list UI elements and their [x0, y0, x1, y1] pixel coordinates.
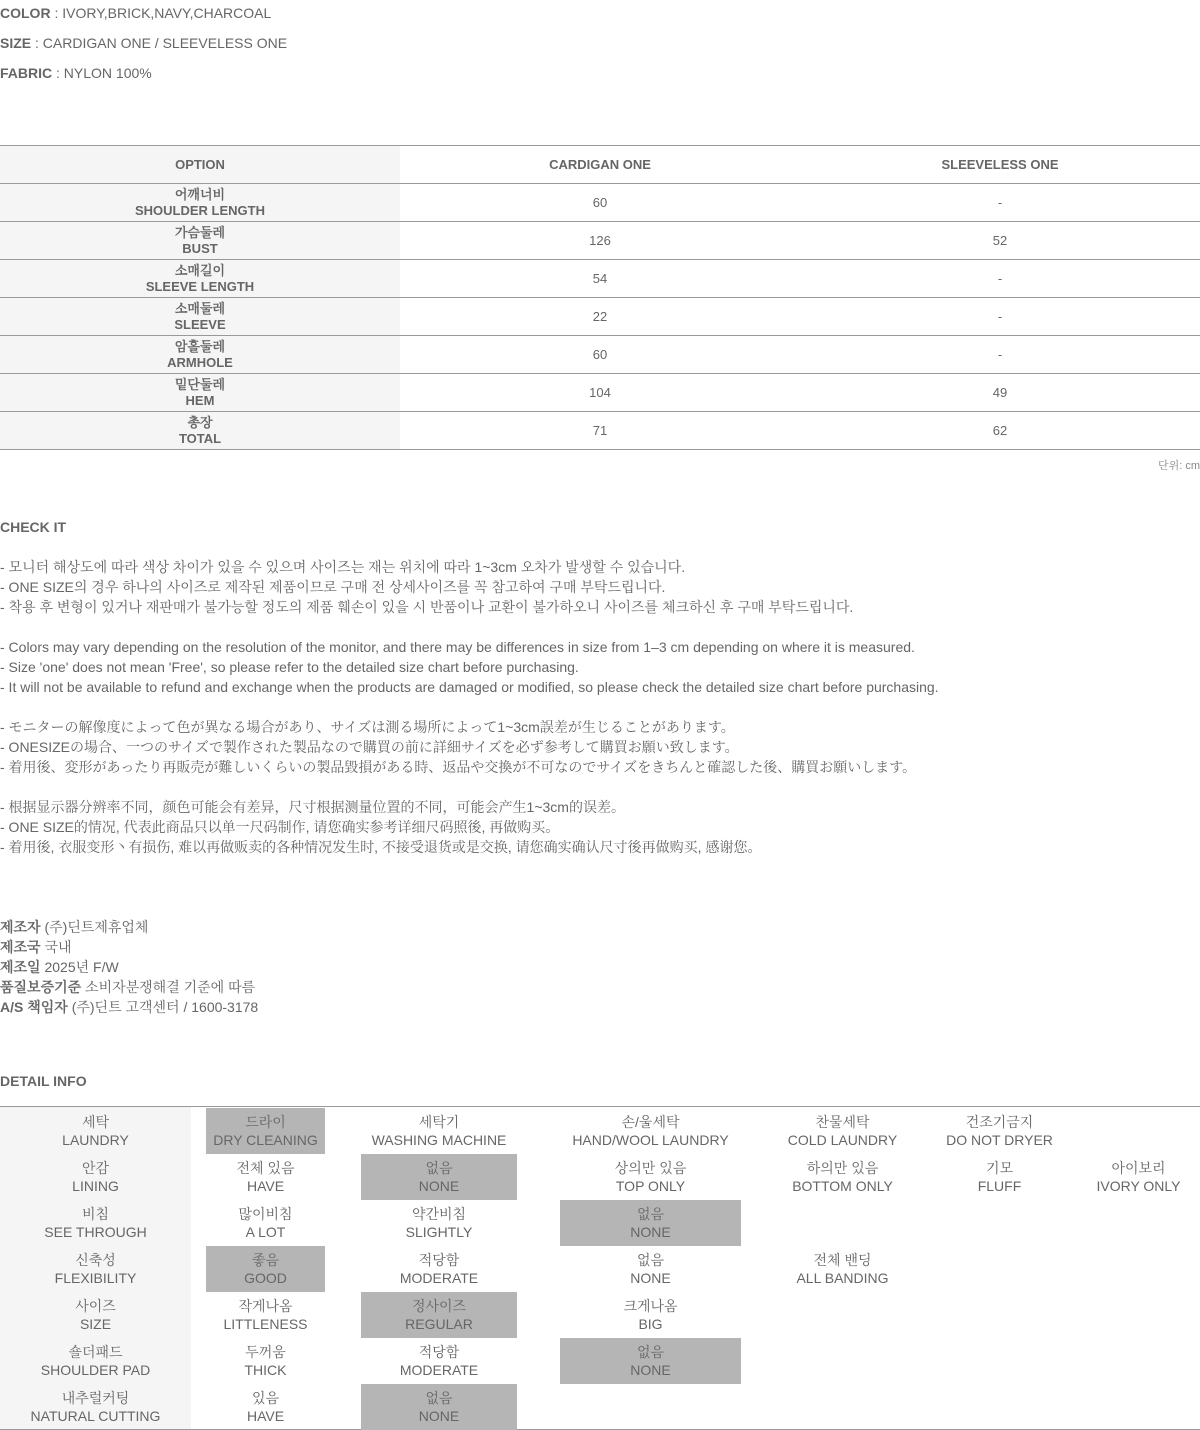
- label-ko: 세탁: [81, 1114, 110, 1130]
- option-ko: 크게나옴: [623, 1298, 678, 1314]
- measure-en: HEM: [185, 392, 215, 408]
- option-en: THICK: [244, 1362, 287, 1378]
- label-en: LINING: [72, 1178, 119, 1194]
- option-ko: 없음: [636, 1206, 665, 1222]
- spec-key: SIZE: [0, 35, 32, 51]
- notes-ja: [0, 717, 916, 777]
- detail-row-label: [0, 1246, 191, 1292]
- measure-ko: 소매길이: [174, 262, 226, 278]
- measure-en: SLEEVE: [174, 316, 226, 332]
- option-en: FLUFF: [977, 1178, 1022, 1194]
- detail-option: [1077, 1154, 1200, 1200]
- option-en: MODERATE: [399, 1362, 479, 1378]
- sleeveless-value: -: [800, 298, 1200, 336]
- option-en: COLD LAUNDRY: [787, 1132, 898, 1148]
- measure-label: [0, 222, 400, 260]
- option-ko: 세탁기: [418, 1114, 460, 1130]
- detail-row-label: [0, 1154, 191, 1200]
- detail-row-label: [0, 1108, 191, 1154]
- sleeveless-value: -: [800, 336, 1200, 374]
- option-ko: 작게나옴: [238, 1298, 293, 1314]
- measure-ko: 총장: [187, 414, 213, 430]
- detail-row-label: [0, 1338, 191, 1384]
- cardigan-value: 126: [400, 222, 800, 260]
- sleeveless-value: 62: [800, 412, 1200, 450]
- option-en: NONE: [630, 1270, 671, 1286]
- spec-value: : NYLON 100%: [52, 65, 152, 81]
- option-ko: 없음: [636, 1344, 665, 1360]
- option-en: TOP ONLY: [615, 1178, 686, 1194]
- option-en: MODERATE: [399, 1270, 479, 1286]
- unit-label: 단위: cm: [1157, 460, 1200, 472]
- detail-option: [746, 1108, 939, 1154]
- detail-option: [206, 1338, 325, 1384]
- option-ko: 전체 밴딩: [813, 1252, 872, 1268]
- sleeveless-value: -: [800, 260, 1200, 298]
- option-ko: 찬물세탁: [815, 1114, 870, 1130]
- option-ko: 약간비침: [411, 1206, 467, 1222]
- label-ko: 내추럴커팅: [61, 1390, 130, 1406]
- notes-zh: [0, 797, 761, 857]
- size-row: [0, 412, 1200, 450]
- measure-en: ARMHOLE: [167, 354, 233, 370]
- measure-label: [0, 336, 400, 374]
- detail-option: [206, 1200, 325, 1246]
- label-en: SEE THROUGH: [44, 1224, 147, 1240]
- detail-row-label: [0, 1200, 191, 1246]
- cardigan-value: 71: [400, 412, 800, 450]
- maker-key: 제조일: [0, 959, 41, 975]
- maker-key: 제조국: [0, 939, 41, 955]
- option-ko: 적당함: [418, 1252, 460, 1268]
- detail-option-selected: [361, 1384, 517, 1430]
- detail-option: [560, 1246, 741, 1292]
- label-en: FLEXIBILITY: [54, 1270, 137, 1286]
- spec-key: COLOR: [0, 5, 51, 21]
- measure-label: [0, 260, 400, 298]
- option-en: LITTLENESS: [223, 1316, 308, 1332]
- measure-ko: 어깨너비: [174, 186, 226, 202]
- size-row: [0, 222, 1200, 260]
- maker-value: (주)딘트 고객센터 / 1600-3178: [67, 999, 259, 1015]
- option-en: NONE: [418, 1178, 460, 1194]
- maker-line: [0, 977, 258, 997]
- maker-key: A/S 책임자: [0, 999, 68, 1015]
- label-en: SHOULDER PAD: [40, 1362, 151, 1378]
- option-en: WASHING MACHINE: [371, 1132, 507, 1148]
- option-ko: 두꺼움: [245, 1344, 286, 1360]
- sleeveless-value: 49: [800, 374, 1200, 412]
- label-ko: 안감: [81, 1160, 110, 1176]
- detail-info-title: DETAIL INFO: [0, 1073, 87, 1089]
- maker-value: 국내: [40, 939, 72, 955]
- detail-option-selected: [560, 1200, 741, 1246]
- label-ko: 비침: [81, 1206, 110, 1222]
- option-ko: 아이보리: [1111, 1160, 1166, 1176]
- label-en: LAUNDRY: [62, 1132, 129, 1148]
- header-cardigan: CARDIGAN ONE: [400, 146, 800, 184]
- detail-option-selected: [361, 1292, 517, 1338]
- label-ko: 숄더패드: [68, 1344, 123, 1360]
- measure-en: SLEEVE LENGTH: [145, 278, 255, 294]
- note-line: - Size 'one' does not mean 'Free', so please refer to the detailed size chart before purchasing.: [0, 659, 579, 675]
- size-table: [0, 145, 1200, 450]
- maker-line: [0, 957, 258, 977]
- sleeveless-value: 52: [800, 222, 1200, 260]
- note-line: - 着用後、変形があったり再販売が難しいくらいの製品毀損がある時、返品や交換が不可なのでサイズをきちんと確認した後、購買お願いします。: [0, 759, 917, 775]
- note-line: - It will not be available to refund and exchange when the products are damaged or modified, so please check the detailed size chart before purchasing.: [0, 679, 939, 695]
- option-ko: 없음: [425, 1160, 453, 1176]
- spec-size: [0, 33, 287, 53]
- option-en: DO NOT DRYER: [946, 1132, 1053, 1148]
- maker-key: 품질보증기준: [0, 979, 82, 995]
- size-table-header: [0, 146, 1200, 184]
- notes-en: [0, 637, 939, 697]
- size-row: [0, 260, 1200, 298]
- notes-ko: [0, 557, 853, 617]
- measure-ko: 소매둘레: [174, 300, 226, 316]
- detail-option: [746, 1154, 939, 1200]
- detail-option: [560, 1154, 741, 1200]
- measure-en: TOTAL: [178, 430, 222, 446]
- measure-en: SHOULDER LENGTH: [135, 202, 265, 218]
- measure-ko: 밑단둘레: [174, 376, 226, 392]
- header-sleeveless: SLEEVELESS ONE: [800, 146, 1200, 184]
- option-en: BIG: [638, 1316, 663, 1332]
- option-ko: 많이비침: [238, 1206, 293, 1222]
- detail-option: [361, 1108, 517, 1154]
- option-en: REGULAR: [405, 1316, 473, 1332]
- detail-info-grid: [0, 1106, 1200, 1430]
- option-en: HAVE: [246, 1408, 285, 1424]
- measure-ko: 가슴둘레: [174, 224, 226, 240]
- option-ko: 적당함: [418, 1344, 460, 1360]
- option-ko: 상의만 있음: [614, 1160, 687, 1176]
- measure-label: [0, 374, 400, 412]
- cardigan-value: 104: [400, 374, 800, 412]
- maker-value: 소비자분쟁해결 기준에 따름: [81, 979, 256, 995]
- label-en: SIZE: [79, 1316, 112, 1332]
- spec-key: FABRIC: [0, 65, 53, 81]
- option-en: NONE: [630, 1362, 671, 1378]
- option-en: HAND/WOOL LAUNDRY: [572, 1132, 729, 1148]
- size-row: [0, 184, 1200, 222]
- maker-info: [0, 917, 258, 1017]
- spec-color: [0, 3, 271, 23]
- size-row: [0, 374, 1200, 412]
- label-ko: 사이즈: [75, 1298, 116, 1314]
- option-ko: 없음: [425, 1390, 453, 1406]
- detail-option: [560, 1292, 741, 1338]
- cardigan-value: 22: [400, 298, 800, 336]
- note-line: - 모니터 해상도에 따라 색상 차이가 있을 수 있으며 사이즈는 재는 위치에 따라 1~3cm 오차가 발생할 수 있습니다.: [0, 559, 686, 575]
- option-en: DRY CLEANING: [213, 1132, 318, 1148]
- detail-option: [206, 1292, 325, 1338]
- option-en: IVORY ONLY: [1096, 1178, 1181, 1194]
- maker-line: [0, 937, 258, 957]
- label-en: NATURAL CUTTING: [30, 1408, 161, 1424]
- detail-option-selected: [206, 1246, 325, 1292]
- detail-option-selected: [560, 1338, 741, 1384]
- cardigan-value: 60: [400, 184, 800, 222]
- detail-option: [206, 1384, 325, 1430]
- option-en: HAVE: [246, 1178, 285, 1194]
- note-line: - 착용 후 변형이 있거나 재판매가 불가능할 정도의 제품 훼손이 있을 시 반품이나 교환이 불가하오니 사이즈를 체크하신 후 구매 부탁드립니다.: [0, 599, 854, 615]
- option-ko: 건조기금지: [965, 1114, 1034, 1130]
- option-en: BOTTOM ONLY: [792, 1178, 893, 1194]
- header-option: OPTION: [0, 146, 400, 184]
- measure-en: BUST: [182, 240, 218, 256]
- detail-option-selected: [206, 1108, 325, 1154]
- maker-value: 2025년 F/W: [40, 959, 119, 975]
- option-ko: 손/울세탁: [621, 1114, 680, 1130]
- cardigan-value: 60: [400, 336, 800, 374]
- option-en: NONE: [418, 1408, 460, 1424]
- detail-option: [206, 1154, 325, 1200]
- size-row: [0, 298, 1200, 336]
- note-line: - 根据显示器分辨率不同，颜色可能会有差异，尺寸根据测量位置的不同，可能会产生1~3cm的误差。: [0, 799, 625, 815]
- detail-option: [922, 1154, 1077, 1200]
- option-ko: 기모: [985, 1160, 1014, 1176]
- note-line: - ONESIZEの場合、一つのサイズで製作された製品なので購買の前に詳細サイズを必ず参考して購買お願い致します。: [0, 739, 739, 755]
- measure-ko: 암홀둘레: [174, 338, 226, 354]
- detail-option-selected: [361, 1154, 517, 1200]
- size-row: [0, 336, 1200, 374]
- detail-row-label: [0, 1384, 191, 1430]
- option-en: A LOT: [245, 1224, 286, 1240]
- option-ko: 좋음: [251, 1252, 280, 1268]
- label-ko: 신축성: [75, 1252, 116, 1268]
- detail-option: [922, 1108, 1077, 1154]
- option-ko: 드라이: [245, 1114, 286, 1130]
- option-ko: 있음: [251, 1390, 280, 1406]
- spec-value: : CARDIGAN ONE / SLEEVELESS ONE: [31, 35, 288, 51]
- option-ko: 전체 있음: [236, 1160, 295, 1176]
- maker-value: (주)딘트제휴업체: [40, 919, 149, 935]
- measure-label: [0, 298, 400, 336]
- option-ko: 정사이즈: [411, 1298, 467, 1314]
- note-line: - ONE SIZE的情况, 代表此商品只以单一尺码制作, 请您确实参考详细尺码照後, 再做购买。: [0, 819, 560, 835]
- detail-row-label: [0, 1292, 191, 1338]
- maker-line: [0, 917, 258, 937]
- measure-label: [0, 412, 400, 450]
- measure-label: [0, 184, 400, 222]
- option-ko: 없음: [636, 1252, 665, 1268]
- detail-option: [361, 1338, 517, 1384]
- detail-option: [361, 1246, 517, 1292]
- spec-fabric: [0, 63, 152, 83]
- detail-option: [560, 1108, 741, 1154]
- option-en: SLIGHTLY: [405, 1224, 473, 1240]
- option-en: ALL BANDING: [796, 1270, 889, 1286]
- option-en: GOOD: [244, 1270, 287, 1286]
- spec-value: : IVORY,BRICK,NAVY,CHARCOAL: [50, 5, 272, 21]
- note-line: - 着用後, 衣服变形丶有损伤, 难以再做贩卖的各种情况发生时, 不接受退货或是交换, 请您确实确认尺寸後再做购买, 感谢您。: [0, 839, 762, 855]
- option-ko: 하의만 있음: [806, 1160, 879, 1176]
- option-en: NONE: [630, 1224, 671, 1240]
- detail-option: [361, 1200, 517, 1246]
- cardigan-value: 54: [400, 260, 800, 298]
- note-line: - Colors may vary depending on the resolution of the monitor, and there may be differences in size from 1–3 cm depending on where it is measured.: [0, 639, 915, 655]
- maker-line: [0, 997, 258, 1017]
- maker-key: 제조자: [0, 919, 41, 935]
- check-it-title: CHECK IT: [0, 519, 67, 535]
- note-line: - ONE SIZE의 경우 하나의 사이즈로 제작된 제품이므로 구매 전 상세사이즈를 꼭 참고하여 구매 부탁드립니다.: [0, 579, 666, 595]
- sleeveless-value: -: [800, 184, 1200, 222]
- note-line: - モニターの解像度によって色が異なる場合があり、サイズは測る場所によって1~3cm誤差が生じることがあります。: [0, 719, 735, 735]
- detail-option: [746, 1246, 939, 1292]
